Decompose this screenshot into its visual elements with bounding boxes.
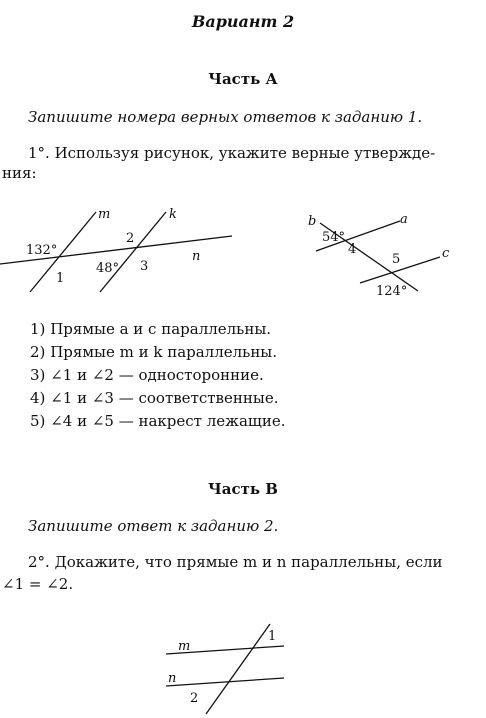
option-5: 5) ∠4 и ∠5 — накрест лежащие. bbox=[30, 412, 286, 430]
label-angle-2: 2 bbox=[126, 231, 135, 246]
label-k: k bbox=[169, 207, 177, 222]
angle-48: 48° bbox=[96, 261, 120, 276]
variant-title: Вариант 2 bbox=[191, 12, 295, 31]
angle-132: 132° bbox=[26, 243, 58, 258]
option-2: 2) Прямые m и k параллельны. bbox=[30, 343, 278, 361]
line-k bbox=[100, 212, 166, 292]
label-m: m bbox=[178, 639, 191, 654]
part-a-instruction: Запишите номера верных ответов к заданию 1. bbox=[28, 108, 423, 126]
label-angle-5: 5 bbox=[392, 252, 401, 267]
figure-lines-m-k-n bbox=[0, 200, 240, 300]
label-angle-1: 1 bbox=[268, 629, 277, 644]
label-b: b bbox=[308, 214, 317, 229]
part-a-heading: Часть А bbox=[208, 70, 278, 88]
figure-lines-m-n bbox=[160, 620, 300, 715]
task-1-line-1: 1°. Используя рисунок, укажите верные утвержде- bbox=[28, 144, 436, 162]
label-angle-1: 1 bbox=[56, 271, 65, 286]
label-angle-4: 4 bbox=[348, 242, 357, 257]
label-m: m bbox=[98, 207, 111, 222]
angle-124: 124° bbox=[376, 284, 408, 299]
option-3: 3) ∠1 и ∠2 — односторонние. bbox=[30, 366, 264, 384]
option-4: 4) ∠1 и ∠3 — соответственные. bbox=[30, 389, 279, 407]
angle-54: 54° bbox=[322, 230, 346, 245]
label-angle-2: 2 bbox=[190, 691, 199, 706]
label-angle-3: 3 bbox=[140, 259, 149, 274]
part-b-heading: Часть В bbox=[208, 480, 278, 498]
part-b-instruction: Запишите ответ к заданию 2. bbox=[28, 517, 279, 535]
task-2-line-2: ∠1 = ∠2. bbox=[2, 575, 74, 593]
figure-lines-a-b-c bbox=[300, 205, 460, 300]
transversal bbox=[206, 624, 270, 714]
label-a: a bbox=[400, 212, 408, 227]
task-2-line-1: 2°. Докажите, что прямые m и n параллельны, если bbox=[28, 553, 443, 571]
option-1: 1) Прямые a и c параллельны. bbox=[30, 320, 272, 338]
label-n: n bbox=[192, 249, 201, 264]
label-n: n bbox=[168, 671, 177, 686]
label-c: c bbox=[442, 246, 450, 261]
task-1-line-2: ния: bbox=[2, 164, 37, 182]
line-n bbox=[166, 678, 284, 686]
